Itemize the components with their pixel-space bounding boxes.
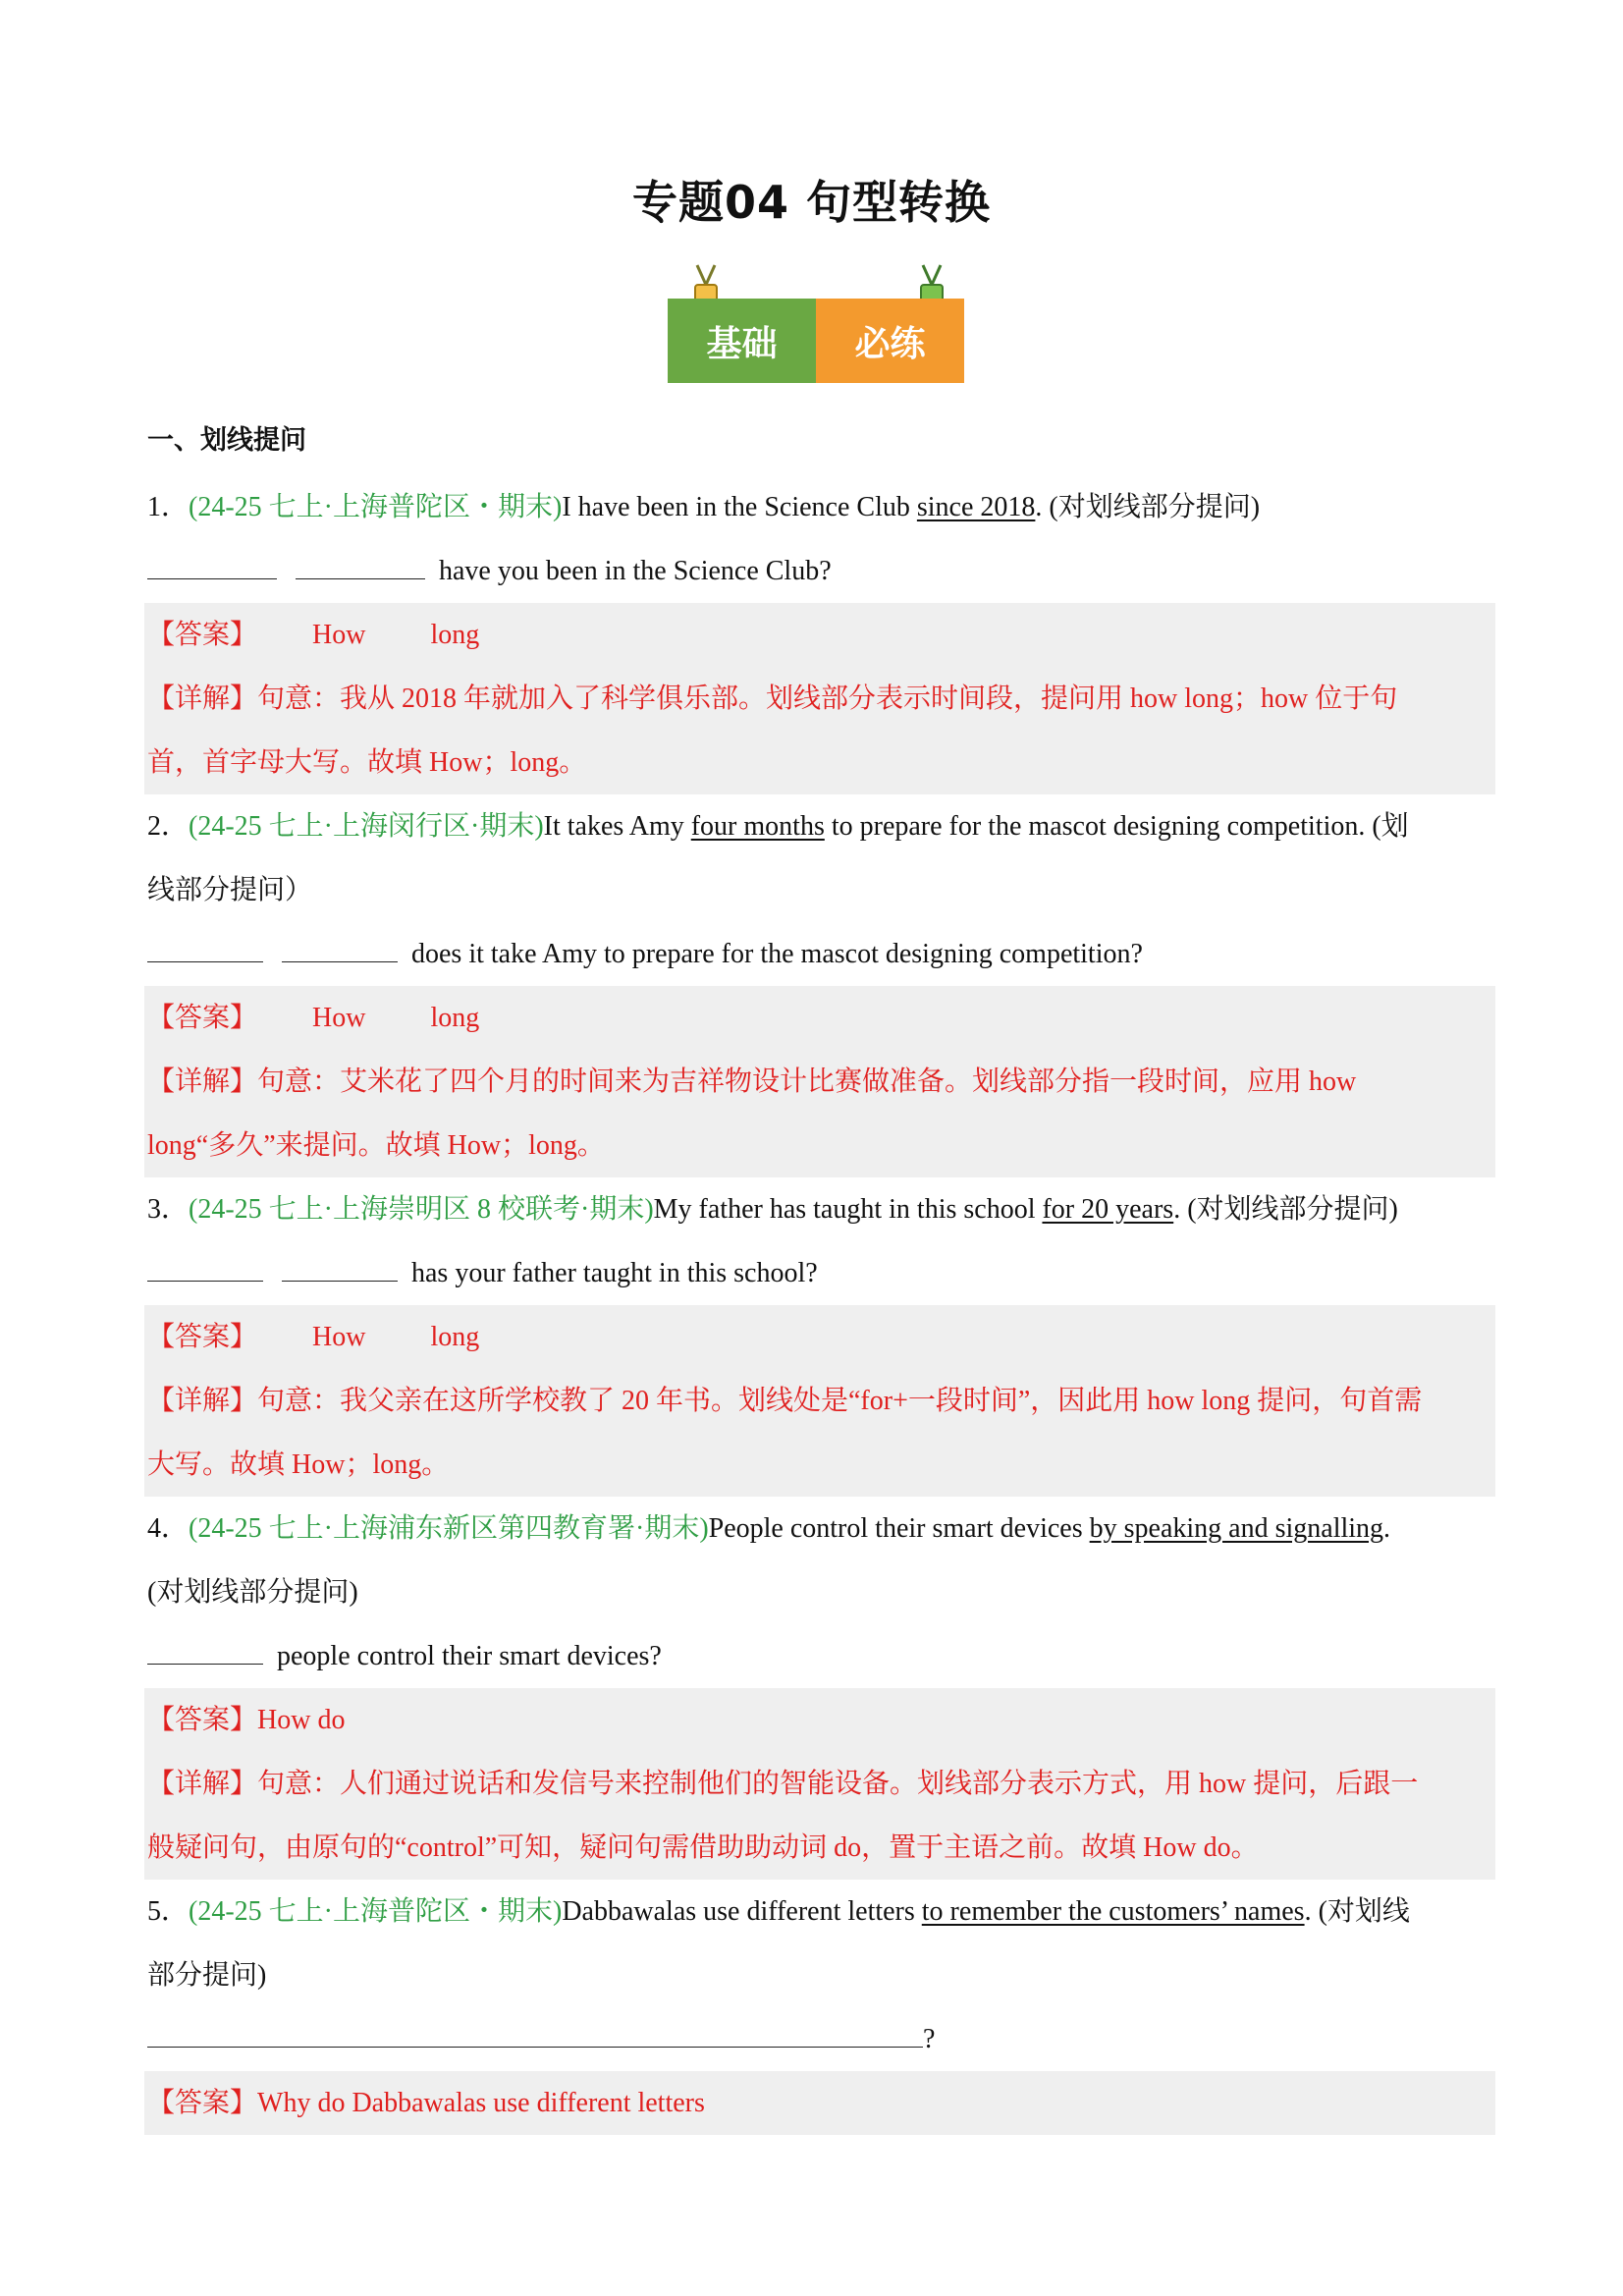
question-text-end: . (对划线	[1304, 1896, 1410, 1927]
question-text-line2: 部分提问)	[147, 1960, 267, 1991]
answer-word: How	[312, 1003, 366, 1033]
question-text-line2: (对划线部分提问)	[147, 1577, 358, 1608]
question-source: (24-25 七上·上海普陀区・期末)	[189, 492, 563, 522]
answer-blank[interactable]	[147, 932, 263, 962]
answer-tag: 【答案】	[147, 1322, 258, 1352]
question-2	[147, 794, 1492, 1177]
answer-blank[interactable]	[147, 549, 277, 579]
answer-word: How	[312, 1322, 366, 1352]
underlined-part: by speaking and signalling	[1089, 1513, 1384, 1544]
section-badge	[668, 263, 964, 384]
question-text: My father has taught in this school	[653, 1194, 1043, 1225]
section-heading: 一、划线提问	[147, 425, 306, 456]
question-number: 3．	[147, 1194, 189, 1225]
answer-word: How	[312, 620, 366, 650]
page-title: 专题04 句型转换	[631, 176, 992, 229]
question-source: (24-25 七上·上海崇明区 8 校联考·期末)	[189, 1194, 654, 1225]
fill-sentence: has your father taught in this school?	[411, 1258, 818, 1288]
answer-word: long	[430, 1322, 480, 1352]
question-number: 4．	[147, 1513, 189, 1544]
question-5	[147, 1880, 1492, 2135]
explanation-line: 【详解】句意：艾米花了四个月的时间来为吉祥物设计比赛做准备。划线部分指一段时间，应用 how	[147, 1066, 1357, 1097]
answer-box	[144, 986, 1495, 1177]
question-number: 5．	[147, 1896, 189, 1927]
question-text-end: . (对划线部分提问)	[1173, 1194, 1398, 1225]
fill-end: ?	[923, 2024, 936, 2054]
answer-tag: 【答案】	[147, 2088, 258, 2118]
badge-right-label: 必练	[816, 299, 964, 383]
answer-tag: 【答案】	[147, 1705, 258, 1735]
document-body	[147, 410, 1492, 2135]
question-source: (24-25 七上·上海闵行区·期末)	[189, 811, 544, 842]
badge-left-label: 基础	[668, 299, 816, 383]
question-4	[147, 1497, 1492, 1880]
question-text: People control their smart devices	[708, 1513, 1090, 1544]
answer-tag: 【答案】	[147, 620, 258, 650]
question-source: (24-25 七上·上海浦东新区第四教育署·期末)	[189, 1513, 709, 1544]
underlined-part: to remember the customers’ names	[921, 1896, 1305, 1927]
question-text: It takes Amy	[543, 811, 691, 842]
question-number: 1．	[147, 492, 189, 522]
fill-sentence: does it take Amy to prepare for the mascot designing competition?	[411, 939, 1143, 969]
answer-box	[144, 1688, 1495, 1880]
answer-blank[interactable]	[147, 1251, 263, 1282]
answer-box	[144, 2071, 1495, 2135]
explanation-line: long“多久”来提问。故填 How；long。	[147, 1130, 605, 1161]
question-number: 2．	[147, 811, 189, 842]
answer-blank[interactable]	[147, 2017, 923, 2048]
question-text-end: .	[1383, 1513, 1391, 1544]
explanation-line: 【详解】句意：人们通过说话和发信号来控制他们的智能设备。划线部分表示方式，用 how 提问，后跟一	[147, 1769, 1419, 1799]
question-1	[147, 475, 1492, 794]
answer-blank[interactable]	[282, 932, 398, 962]
question-text-end: . (对划线部分提问)	[1035, 492, 1261, 522]
fill-sentence: have you been in the Science Club?	[439, 556, 832, 586]
answer-text: Why do Dabbawalas use different letters	[257, 2088, 705, 2118]
explanation-line: 大写。故填 How；long。	[147, 1449, 450, 1480]
question-source: (24-25 七上·上海普陀区・期末)	[189, 1896, 563, 1927]
fill-sentence: people control their smart devices?	[277, 1641, 662, 1671]
explanation-line: 【详解】句意：我从 2018 年就加入了科学俱乐部。划线部分表示时间段，提问用 how long；how 位于句	[147, 683, 1398, 714]
question-text-end: to prepare for the mascot designing competition. (划	[824, 811, 1409, 842]
answer-word: long	[430, 620, 480, 650]
explanation-line: 般疑问句，由原句的“control”可知，疑问句需借助助动词 do，置于主语之前。故填 How do。	[147, 1832, 1259, 1863]
underlined-part: for 20 years	[1042, 1194, 1174, 1225]
underlined-part: four months	[690, 811, 825, 842]
question-3	[147, 1177, 1492, 1497]
answer-text: How do	[257, 1705, 346, 1735]
answer-blank[interactable]	[147, 1634, 263, 1665]
explanation-line: 首，首字母大写。故填 How；long。	[147, 747, 587, 778]
answer-tag: 【答案】	[147, 1003, 258, 1033]
answer-box	[144, 1305, 1495, 1497]
underlined-part: since 2018	[916, 492, 1036, 522]
question-text: I have been in the Science Club	[562, 492, 917, 522]
answer-word: long	[430, 1003, 480, 1033]
answer-box	[144, 603, 1495, 794]
answer-blank[interactable]	[282, 1251, 398, 1282]
answer-blank[interactable]	[296, 549, 425, 579]
question-text-line2: 线部分提问）	[147, 875, 313, 905]
explanation-line: 【详解】句意：我父亲在这所学校教了 20 年书。划线处是“for+一段时间”，因此用 how long 提问，句首需	[147, 1386, 1423, 1416]
question-text: Dabbawalas use different letters	[562, 1896, 922, 1927]
